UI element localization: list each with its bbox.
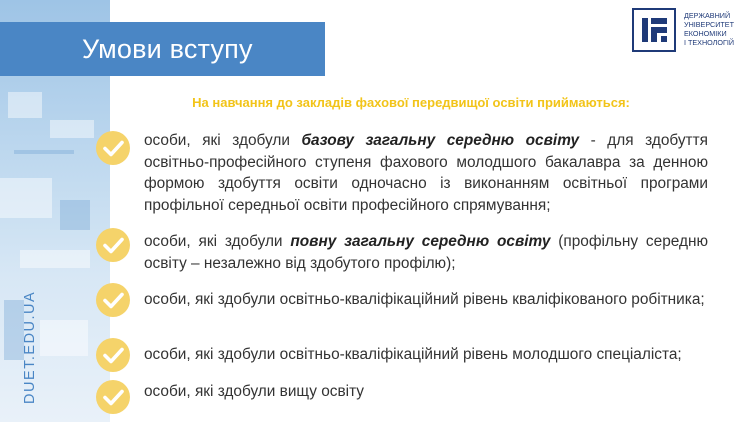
logo-line: УНІВЕРСИТЕТ [684,20,734,29]
university-logo-icon [632,8,676,52]
item-text: - для здобуття освітньо-професійного ступеня фахового молодшого бакалавра за денною формою здобуття освіти одночасно із виконанням освітньої програми профільної середньої освіти професійного спрямування; [144,132,708,214]
checkmark-icon [96,131,130,165]
slide-subtitle: На навчання до закладів фахової передвищої освіти приймаються: [192,95,630,110]
item-emphasis: повну загальну середню освіту [290,233,551,250]
checkmark-icon [96,228,130,262]
list-item: особи, які здобули освітньо-кваліфікаційний рівень молодшого спеціаліста; [144,346,682,363]
item-text: особи, які здобули [144,233,291,250]
list-item: особи, які здобули освітньо-кваліфікаційний рівень кваліфікованого робітника; [144,291,705,308]
item-text: особи, які здобули [144,132,302,149]
logo-text [684,11,746,47]
list-item [144,130,708,216]
slide-title: Умови вступу [82,34,253,64]
checkmark-icon [96,338,130,372]
list-item: особи, які здобули вищу освіту [144,383,365,400]
checkmark-icon [96,283,130,317]
vertical-url: DUET.EDU.UA [22,290,38,404]
logo-line: І ТЕХНОЛОГІЙ [684,38,735,47]
list-item [144,231,708,274]
item-text: (профільну середню освіту – незалежно від здобутого профілю); [144,233,708,272]
checkmark-icon [96,380,130,414]
logo-line: ДЕРЖАВНИЙ [684,11,731,20]
logo-line: ЕКОНОМІКИ [684,29,727,38]
university-logo [632,8,744,54]
item-emphasis: базову загальну середню освіту [301,132,580,149]
